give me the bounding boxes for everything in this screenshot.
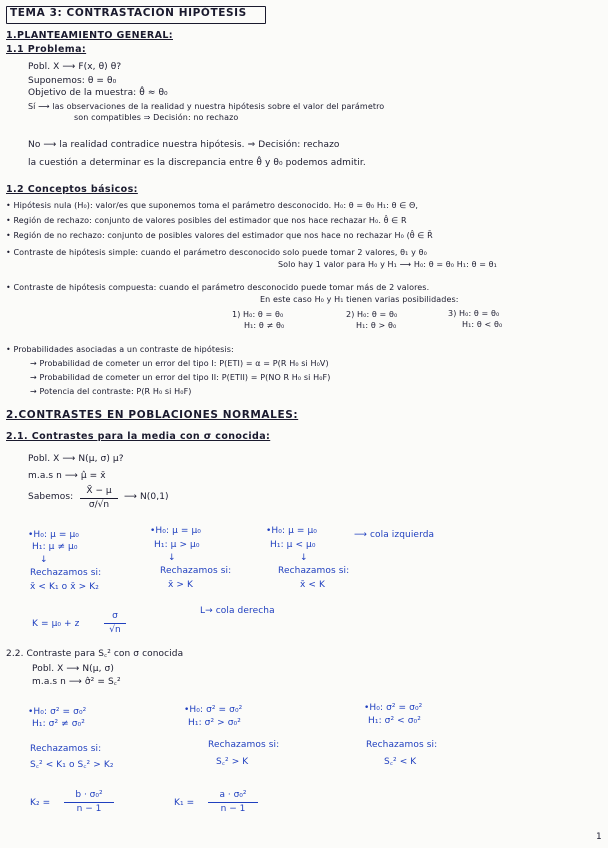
cola-izquierda-note: ⟶ cola izquierda xyxy=(354,530,435,540)
si-line-2: son compatibles ⇒ Decisión: no rechazo xyxy=(74,113,239,122)
objetivo-line: Objetivo de la muestra: θ̂ ≈ θ₀ xyxy=(28,88,168,98)
var-case-1-h0: •H₀: σ² = σ₀² xyxy=(28,707,87,717)
subsection-2-1: 2.1. Contrastes para la media con σ conocida: xyxy=(6,431,271,442)
k1-formula-lhs: K₁ = xyxy=(174,798,195,808)
var-rechazamos-1: Rechazamos si: xyxy=(30,744,102,754)
mean-case-2-h0: •H₀: μ = μ₀ xyxy=(150,526,201,536)
var-rechazamos-3: Rechazamos si: xyxy=(366,740,438,750)
prob-error-tipo-1: → Probabilidad de cometer un error del tipo I: P(ETI) = α = P(R H₀ si H₀V) xyxy=(30,359,329,368)
k2-numerator: b · σ₀² xyxy=(75,790,103,800)
case-3-h0: 3) H₀: θ = θ₀ xyxy=(448,309,500,318)
k2-formula-lhs: K₂ = xyxy=(30,798,51,808)
case-2-h1: H₁: θ > θ₀ xyxy=(356,321,397,330)
sabemos-label: Sabemos: xyxy=(28,492,74,502)
var-case-3-h1: H₁: σ² < σ₀² xyxy=(368,716,421,726)
arrow-3: ↓ xyxy=(300,553,308,563)
mean-case-3-h0: •H₀: μ = μ₀ xyxy=(266,526,317,536)
var-reject-region-3: S꜀² < K xyxy=(384,757,417,767)
contraste-compuesto-detail: En este caso H₀ y H₁ tienen varias posibilidades: xyxy=(260,295,459,304)
k-numerator: σ xyxy=(112,611,118,621)
z-distribution: ⟶ N(0,1) xyxy=(124,492,169,502)
reject-region-1: x̄ < K₁ o x̄ > K₂ xyxy=(30,582,99,592)
var-case-2-h1: H₁: σ² > σ₀² xyxy=(188,718,241,728)
page-title: TEMA 3: CONTRASTACIÓN HIPÓTESIS xyxy=(10,7,247,19)
si-line: Sí ⟶ las observaciones de la realidad y nuestra hipótesis sobre el valor del parámetro xyxy=(28,102,385,111)
no-line: No ⟶ la realidad contradice nuestra hipótesis. ⇒ Decisión: rechazo xyxy=(28,140,340,150)
arrow-1: ↓ xyxy=(40,555,48,565)
subsection-1-2: 1.2 Conceptos básicos: xyxy=(6,184,138,195)
rechazamos-3: Rechazamos si: xyxy=(278,566,350,576)
var-case-3-h0: •H₀: σ² = σ₀² xyxy=(364,703,423,713)
k1-denominator: n − 1 xyxy=(220,804,246,814)
bullet-region-no-rechazo: • Región de no rechazo: conjunto de posibles valores del estimador que nos hace no rechazar H₀ (θ̂ ∈ R̄ xyxy=(6,231,433,240)
k-denominator: √n xyxy=(109,625,121,635)
rechazamos-1: Rechazamos si: xyxy=(30,568,102,578)
k2-formula-fraction xyxy=(64,790,114,815)
bullet-region-rechazo: • Región de rechazo: conjunto de valores posibles del estimador que nos hace rechazar H₀. θ̂ ∈ R xyxy=(6,216,407,225)
section-2-heading: 2.CONTRASTES EN POBLACIONES NORMALES: xyxy=(6,409,299,421)
var-rechazamos-2: Rechazamos si: xyxy=(208,740,280,750)
case-1-h0: 1) H₀: θ = θ₀ xyxy=(232,310,284,319)
pobl-line: Pobl. X ⟶ F(x, θ) θ? xyxy=(28,62,122,72)
mean-case-3-h1: H₁: μ < μ₀ xyxy=(270,540,316,550)
bullet-hipotesis-nula: • Hipótesis nula (H₀): valor/es que suponemos toma el parámetro desconocido. H₀: θ = θ₀ H₁: θ ∈ Θ, xyxy=(6,201,419,210)
pobl-normal-line-2: Pobl. X ⟶ N(μ, σ) xyxy=(32,664,114,674)
k1-numerator: a · σ₀² xyxy=(219,790,247,800)
suponemos-line: Suponemos: θ = θ₀ xyxy=(28,76,117,86)
z-statistic-fraction xyxy=(80,486,118,511)
mean-case-1-h0: •H₀: μ = μ₀ xyxy=(28,530,79,540)
k1-formula-fraction xyxy=(208,790,258,815)
rechazamos-2: Rechazamos si: xyxy=(160,566,232,576)
var-case-1-h1: H₁: σ² ≠ σ₀² xyxy=(32,719,85,729)
reject-region-3: x̄ < K xyxy=(300,580,325,590)
reject-region-2: x̄ > K xyxy=(168,580,193,590)
mas-line: m.a.s n ⟶ μ̂ = x̄ xyxy=(28,471,106,481)
mean-case-1-h1: H₁: μ ≠ μ₀ xyxy=(32,542,78,552)
contraste-simple-detail: Solo hay 1 valor para H₀ y H₁ ⟶ H₀: θ = θ₀ H₁: θ = θ₁ xyxy=(278,260,497,269)
cola-derecha-note: L→ cola derecha xyxy=(200,606,275,616)
arrow-2: ↓ xyxy=(168,553,176,563)
subsection-1-1: 1.1 Problema: xyxy=(6,44,87,55)
subsection-2-2: 2.2. Contraste para S꜀² con σ conocida xyxy=(6,649,184,659)
bullet-contraste-simple: • Contraste de hipótesis simple: cuando el parámetro desconocido solo puede tomar 2 valores, θ₁ y θ₀ xyxy=(6,248,427,257)
page-number: 1 xyxy=(596,832,602,842)
z-denominator: σ/√n xyxy=(88,500,110,510)
cuestion-line: la cuestión a determinar es la discrepancia entre θ̂ y θ₀ podemos admitir. xyxy=(28,158,366,168)
potencia-contraste: → Potencia del contraste: P(R H₀ si H₀F) xyxy=(30,387,192,396)
mean-case-2-h1: H₁: μ > μ₀ xyxy=(154,540,200,550)
pobl-normal-line: Pobl. X ⟶ N(μ, σ) μ? xyxy=(28,454,124,464)
k2-denominator: n − 1 xyxy=(76,804,102,814)
mas-line-2: m.a.s n ⟶ σ̂² = S꜀² xyxy=(32,677,121,687)
probabilidades-heading: • Probabilidades asociadas a un contraste de hipótesis: xyxy=(6,345,234,354)
var-reject-region-1: S꜀² < K₁ o S꜀² > K₂ xyxy=(30,760,114,770)
z-numerator: X̄ − μ xyxy=(86,486,112,496)
bullet-contraste-compuesto: • Contraste de hipótesis compuesta: cuando el parámetro desconocido puede tomar más de 2 valores. xyxy=(6,283,430,292)
section-1-heading: 1.PLANTEAMIENTO GENERAL: xyxy=(6,30,173,41)
var-case-2-h0: •H₀: σ² = σ₀² xyxy=(184,705,243,715)
case-2-h0: 2) H₀: θ = θ₀ xyxy=(346,310,398,319)
var-reject-region-2: S꜀² > K xyxy=(216,757,249,767)
k-formula-lhs: K = μ₀ + z xyxy=(32,619,80,629)
case-1-h1: H₁: θ ≠ θ₀ xyxy=(244,321,285,330)
case-3-h1: H₁: θ < θ₀ xyxy=(462,320,503,329)
k-formula-fraction xyxy=(104,611,126,636)
prob-error-tipo-2: → Probabilidad de cometer un error del tipo II: P(ETII) = P(NO R H₀ si H₀F) xyxy=(30,373,331,382)
